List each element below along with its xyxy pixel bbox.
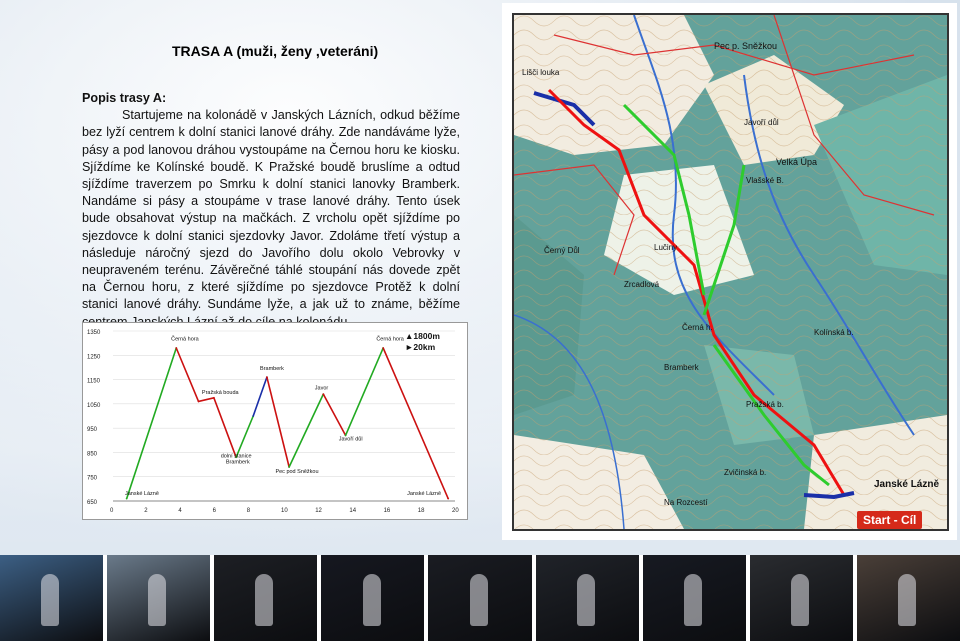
photo-figure [791,574,809,626]
photo-figure [148,574,166,626]
elevation-chart-svg [83,323,467,519]
point-annotation: Pec pod Sněžkou [275,469,319,476]
start-finish-badge: Start - Cíl [857,511,922,529]
photo-figure [363,574,381,626]
map-label: Pec p. Sněžkou [714,41,778,51]
profile-point [198,401,200,403]
y-tick-label: 650 [87,500,98,506]
point-annotation: Černá hora [376,336,404,343]
profile-point [447,498,449,500]
map-label: Na Rozcestí [664,498,708,507]
photo-figure [684,574,702,626]
map-label: Černý Důl [544,246,580,255]
elevation-profile [82,322,468,520]
point-annotation: Bramberk [225,459,250,466]
summary-stat: ►20km [405,342,436,352]
route-map-frame [502,3,957,540]
point-annotation: Pražská bouda [201,390,239,397]
profile-point [322,393,324,395]
photo-night-climb [536,555,639,641]
y-tick-label: 950 [87,427,98,434]
profile-segment [267,377,289,467]
y-tick-label: 1150 [87,378,100,385]
photo-figure [41,574,59,626]
photo-figure [577,574,595,626]
profile-segment [124,348,177,499]
point-annotation: dolní stanice [220,453,252,460]
map-label: Javoří důl [744,118,779,127]
summary-stat: ▲1800m [405,331,440,341]
photo-awards-hall [857,555,960,641]
y-tick-label: 1050 [87,402,101,409]
x-tick-label: 12 [315,508,322,514]
map-label: Vlašské B. [746,176,784,185]
map-label: Velká Úpa [776,157,818,167]
photo-figure [255,574,273,626]
profile-segment [199,398,237,458]
y-tick-label: 750 [87,475,98,482]
profile-point [213,397,215,399]
page-title: TRASA A (muži, ženy ,veteráni) [172,43,379,59]
point-annotation: Javor [314,385,329,392]
profile-segment [383,348,448,499]
profile-point [288,466,290,468]
description-heading: Popis trasy A: [82,91,167,105]
map-label: Bramberk [664,363,699,372]
profile-segment [346,348,384,435]
y-tick-label: 1350 [87,330,101,336]
x-tick-label: 0 [110,508,114,514]
profile-segment [289,394,323,467]
photo-night-skier [321,555,424,641]
y-tick-label: 1250 [87,354,101,361]
x-tick-label: 6 [212,508,216,514]
x-tick-label: 8 [246,508,251,514]
photo-figure [470,574,488,626]
point-annotation: Bramberk [260,365,284,372]
profile-point [126,498,128,500]
map-svg [514,15,947,529]
map-label: Lišči louka [522,68,560,77]
profile-segment [176,348,198,401]
profile-point [266,376,268,378]
point-annotation: Javoří důl [338,436,363,443]
profile-segment [323,394,345,435]
x-tick-label: 18 [417,508,425,514]
profile-segment [236,416,253,457]
photo-start-arch [0,555,103,641]
photo-finish-street [750,555,853,641]
point-annotation: Janské Lázně [124,490,159,497]
description-text: Startujeme na kolonádě v Janských Lázních, odkud běžíme bez lyží centrem k dolní stanici lanové dráhy. Zde nandáváme lyže, pásy a pod lanovou dráhou vystoupáme na Černou horu ke kiosku. Sjíždíme ke Kolínské boudě. K Pražské boudě bruslíme a odtud sjíždíme traverzem po Smrku k dolní stanici lanovky Bramberk. Nandáme si pásy a stoupáme v trase lanové dráhy. Tento úsek bude obsahovat výstup na mačkách. Z vrcholu opět sjíždíme po sjezdovce k dolní stanici sjezdovky Javor. Zdoláme třetí výstup a následuje náročný sjezd do Javořího dolu okolo Vebrovky v neupraveném terénu. Závěrečné táhlé stoupání nás dovede zpět na Černou horu, z které sjíždíme po sjezdovce Protěž k dolní stanici lanové dráhy. Sundáme lyže, a jak už to známe, běžíme [82,108,460,312]
x-tick-label: 4 [178,508,182,514]
map-label: Pražská b. [746,400,784,409]
photo-yellow-racer [643,555,746,641]
map-label: Zrcadlová [624,280,660,289]
x-tick-label: 10 [281,508,288,514]
y-tick-label: 850 [87,451,98,458]
x-tick-label: 14 [349,508,357,514]
x-tick-label: 20 [452,508,459,514]
map-label: Kolínská b. [814,328,854,337]
map-label: Černá h. [682,323,713,332]
profile-point [252,415,254,417]
photo-redbull-car [107,555,210,641]
point-annotation: Janské Lázně [407,490,442,497]
map-label: Lučiny [654,243,678,252]
profile-point [175,347,177,349]
photo-figure [898,574,916,626]
photo-night-skier-2 [428,555,531,641]
photo-racer-helmet [214,555,317,641]
map-label: Janské Lázně [874,479,940,490]
profile-segment [253,377,267,416]
profile-point [382,347,384,349]
route-map [512,13,949,531]
map-label: Zvičinská b. [724,468,767,477]
point-annotation: Černá hora [171,336,199,343]
photo-strip [0,555,960,641]
route-description [82,90,460,331]
x-tick-label: 16 [383,508,391,514]
x-tick-label: 2 [144,508,148,514]
